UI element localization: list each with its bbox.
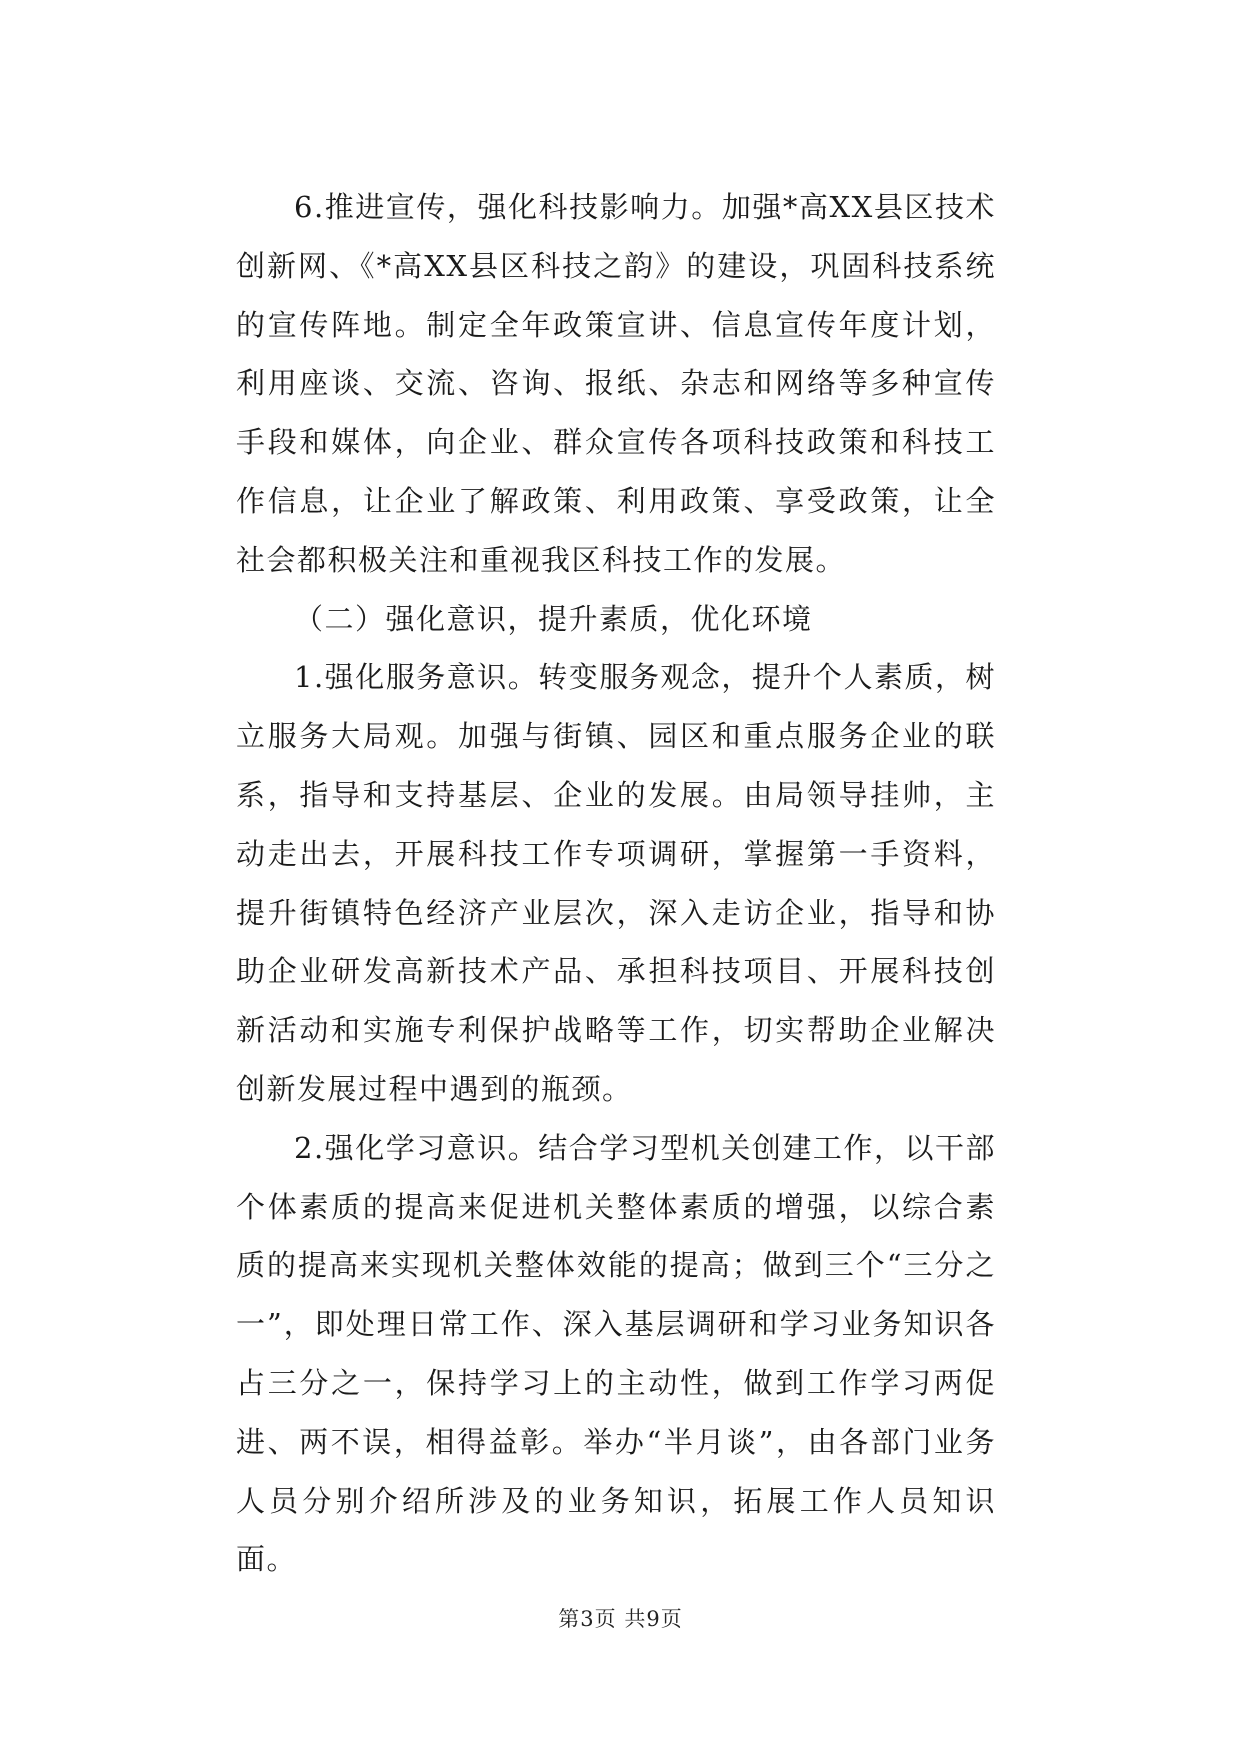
- paragraph-learning-awareness: 2.强化学习意识。结合学习型机关创建工作，以干部个体素质的提高来促进机关整体素质的增强，以综合素质的提高来实现机关整体效能的提高；做到三个“三分之一”，即处理日常工作、深入基层调研和学习业务知识各占三分之一，保持学习上的主动性，做到工作学习两促进、两不误，相得益彰。举办“半月谈”，由各部门业务人员分别介绍所涉及的业务知识，拓展工作人员知识面。: [236, 1130, 996, 1577]
- section-heading: （二）强化意识，提升素质，优化环境: [294, 601, 813, 636]
- page-number-footer: 第3页 共9页: [558, 1607, 683, 1631]
- paragraph-promotion: 6.推进宣传，强化科技影响力。加强*高XX县区技术创新网、《*高XX县区科技之韵》的建设，巩固科技系统的宣传阵地。制定全年政策宣讲、信息宣传年度计划，利用座谈、交流、咨询、报纸、杂志和网络等多种宣传手段和媒体，向企业、群众宣传各项科技政策和科技工作信息，让企业了解政策、利用政策、享受政策，让全社会都积极关注和重视我区科技工作的发展。: [236, 190, 996, 577]
- document-body: [236, 178, 996, 1589]
- paragraph-service-awareness: 1.强化服务意识。转变服务观念，提升个人素质，树立服务大局观。加强与街镇、园区和重点服务企业的联系，指导和支持基层、企业的发展。由局领导挂帅，主动走出去，开展科技工作专项调研，掌握第一手资料，提升街镇特色经济产业层次，深入走访企业，指导和协助企业研发高新技术产品、承担科技项目、开展科技创新活动和实施专利保护战略等工作，切实帮助企业解决创新发展过程中遇到的瓶颈。: [236, 660, 996, 1106]
